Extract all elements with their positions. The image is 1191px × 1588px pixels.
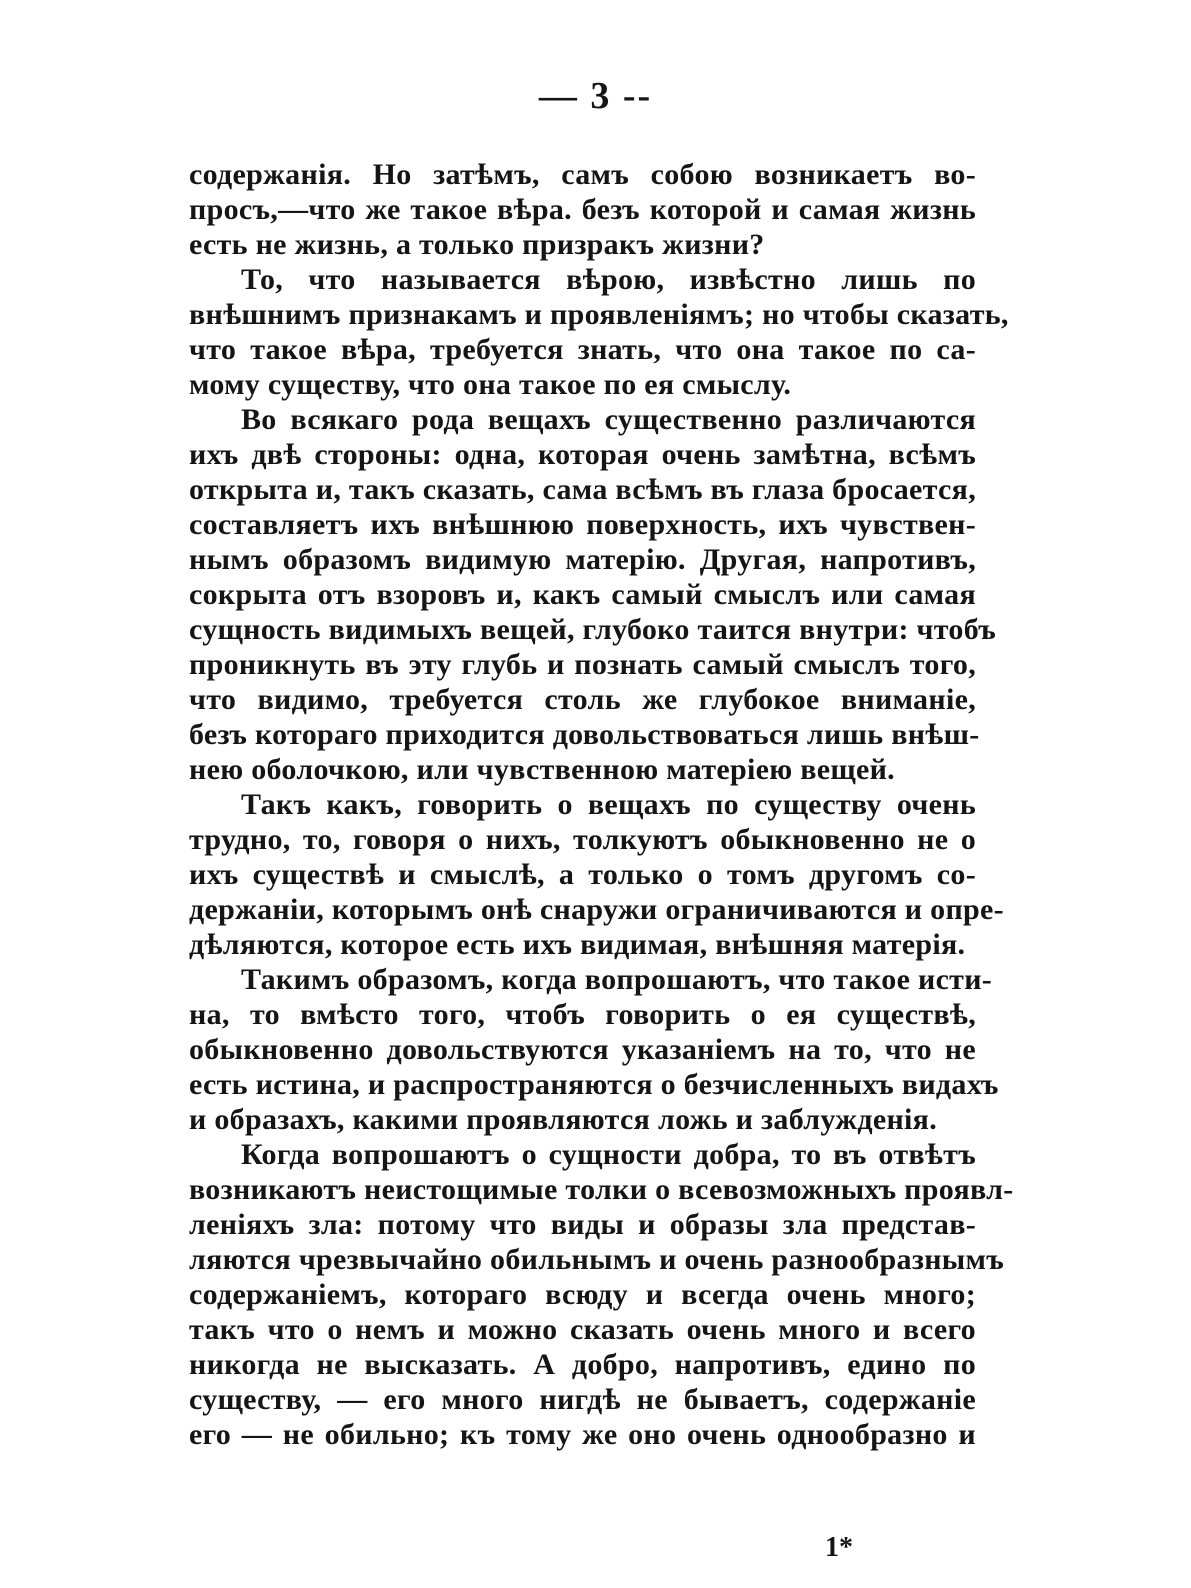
text-line: нымъ образомъ видимую матерію. Другая, напротивъ, [189,543,976,576]
text-line: есть не жизнь, а только призракъ жизни? [189,228,765,261]
text-line: есть истина, и распространяются о безчисленныхъ видахъ [189,1068,999,1101]
text-line: сущность видимыхъ вещей, глубоко таится внутри: чтобъ [189,613,997,646]
page-number: — 3 -- [538,75,653,117]
text-line: проникнуть въ эту глубь и познать самый смыслъ того, [189,648,976,681]
text-line: открыта и, такъ сказать, сама всѣмъ въ глаза бросается, [189,473,977,506]
text-line: содержаніемъ, котораго всюду и всегда очень много; [189,1278,976,1311]
text-line: леніяхъ зла: потому что виды и образы зла представ- [189,1208,976,1241]
text-line: просъ,—что же такое вѣра. безъ которой и самая жизнь [189,193,976,226]
text-line: дѣляются, которое есть ихъ видимая, внѣшняя матерія. [189,928,966,961]
signature-mark: 1* [825,1532,853,1563]
text-line: Когда вопрошаютъ о сущности добра, то въ отвѣтъ [241,1138,976,1171]
text-line: на, то вмѣсто того, чтобъ говорить о ея существѣ, [189,998,976,1031]
text-line: Такъ какъ, говорить о вещахъ по существу очень [241,788,976,821]
text-line: его — не обильно; къ тому же оно очень однообразно и [189,1418,976,1451]
text-line: То, что называется вѣрою, извѣстно лишь по [241,263,976,296]
text-line: трудно, то, говоря о нихъ, толкуютъ обыкновенно не о [189,823,976,856]
text-line: содержанія. Но затѣмъ, самъ собою возникаетъ во- [189,158,976,191]
text-line: внѣшнимъ признакамъ и проявленіямъ; но чтобы сказать, [189,298,1009,331]
text-line: нею оболочкою, или чувственною матеріею вещей. [189,753,895,786]
text-line: обыкновенно довольствуются указаніемъ на то, что не [189,1033,976,1066]
text-line: ихъ существѣ и смыслѣ, а только о томъ другомъ со- [189,858,976,891]
text-line: ляются чрезвычайно обильнымъ и очень разнообразнымъ [189,1243,1005,1276]
text-line: существу, — его много нигдѣ не бываетъ, содержаніе [189,1383,976,1416]
body-text [189,157,1014,1452]
text-line: сокрыта отъ взоровъ и, какъ самый смыслъ или самая [189,578,976,611]
text-line: ихъ двѣ стороны: одна, которая очень замѣтна, всѣмъ [189,438,976,471]
text-line: Такимъ образомъ, когда вопрошаютъ, что такое исти- [241,963,993,996]
text-line: безъ котораго приходится довольствоваться лишь внѣш- [189,718,980,751]
text-line: никогда не высказать. А добро, напротивъ, едино по [189,1348,976,1381]
text-line: что такое вѣра, требуется знать, что она такое по са- [189,333,976,366]
text-line: Во всякаго рода вещахъ существенно различаются [241,403,976,436]
text-line: что видимо, требуется столь же глубокое вниманіе, [189,683,976,716]
text-line: держаніи, которымъ онѣ снаружи ограничиваются и опре- [189,893,1004,926]
text-line: возникаютъ неистощимые толки о всевозможныхъ проявл- [189,1173,1014,1206]
text-line: такъ что о немъ и можно сказать очень много и всего [189,1313,976,1346]
text-line: и образахъ, какими проявляются ложь и заблужденія. [189,1103,937,1136]
text-line: мому существу, что она такое по ея смыслу. [189,368,792,401]
text-line: составляетъ ихъ внѣшнюю поверхность, ихъ чувствен- [189,508,976,541]
